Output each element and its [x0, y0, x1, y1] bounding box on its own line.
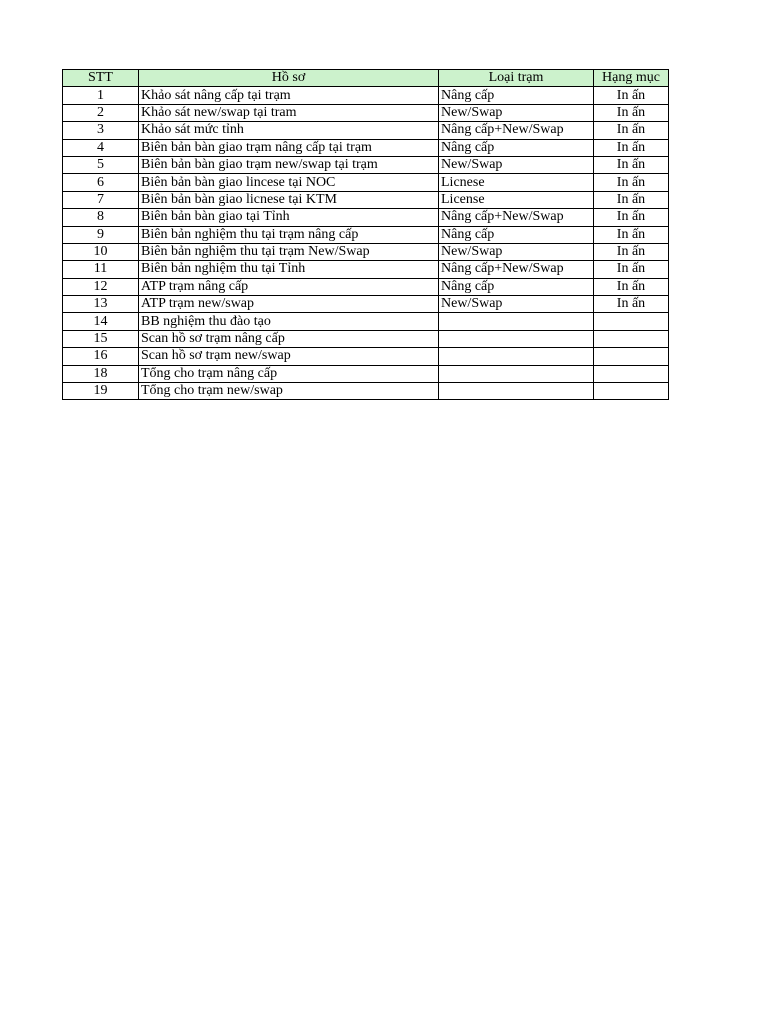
- cell-ho-so: Biên bản nghiệm thu tại trạm New/Swap: [139, 243, 439, 260]
- cell-stt: 3: [63, 122, 139, 139]
- cell-hang-muc: [594, 313, 669, 330]
- cell-hang-muc: [594, 330, 669, 347]
- cell-loai-tram: Nâng cấp: [439, 139, 594, 156]
- cell-ho-so: Biên bản bàn giao lincese tại NOC: [139, 174, 439, 191]
- cell-ho-so: Biên bản nghiệm thu tại trạm nâng cấp: [139, 226, 439, 243]
- table-row: [63, 313, 669, 330]
- cell-loai-tram: [439, 348, 594, 365]
- cell-loai-tram: [439, 330, 594, 347]
- header-hang-muc: Hạng mục: [594, 70, 669, 87]
- header-ho-so: Hồ sơ: [139, 70, 439, 87]
- cell-ho-so: ATP trạm nâng cấp: [139, 278, 439, 295]
- cell-stt: 9: [63, 226, 139, 243]
- cell-stt: 10: [63, 243, 139, 260]
- cell-ho-so: ATP trạm new/swap: [139, 296, 439, 313]
- table-row: [63, 104, 669, 121]
- cell-ho-so: Tổng cho trạm nâng cấp: [139, 365, 439, 382]
- table-row: [63, 174, 669, 191]
- table-row: [63, 209, 669, 226]
- table-row: [63, 261, 669, 278]
- cell-stt: 6: [63, 174, 139, 191]
- cell-hang-muc: In ấn: [594, 226, 669, 243]
- table-row: [63, 243, 669, 260]
- cell-ho-so: Khảo sát mức tỉnh: [139, 122, 439, 139]
- header-loai-tram: Loại trạm: [439, 70, 594, 87]
- cell-hang-muc: [594, 348, 669, 365]
- cell-hang-muc: In ấn: [594, 122, 669, 139]
- cell-loai-tram: Nâng cấp: [439, 278, 594, 295]
- cell-hang-muc: In ấn: [594, 191, 669, 208]
- table-row: [63, 156, 669, 173]
- cell-ho-so: Khảo sát nâng cấp tại trạm: [139, 87, 439, 104]
- cell-loai-tram: [439, 365, 594, 382]
- cell-loai-tram: New/Swap: [439, 104, 594, 121]
- cell-loai-tram: Nâng cấp: [439, 226, 594, 243]
- cell-loai-tram: New/Swap: [439, 243, 594, 260]
- cell-loai-tram: [439, 383, 594, 400]
- table-row: [63, 296, 669, 313]
- cell-loai-tram: [439, 313, 594, 330]
- cell-ho-so: Scan hồ sơ trạm nâng cấp: [139, 330, 439, 347]
- table-row: [63, 191, 669, 208]
- table-row: [63, 139, 669, 156]
- cell-stt: 11: [63, 261, 139, 278]
- document-table: [62, 69, 669, 400]
- table-body: [63, 87, 669, 400]
- cell-stt: 18: [63, 365, 139, 382]
- cell-hang-muc: In ấn: [594, 87, 669, 104]
- cell-ho-so: Biên bản bàn giao trạm new/swap tại trạm: [139, 156, 439, 173]
- cell-stt: 1: [63, 87, 139, 104]
- cell-stt: 14: [63, 313, 139, 330]
- cell-loai-tram: Nâng cấp: [439, 87, 594, 104]
- table-row: [63, 122, 669, 139]
- cell-hang-muc: In ấn: [594, 261, 669, 278]
- cell-ho-so: BB nghiệm thu đào tạo: [139, 313, 439, 330]
- cell-ho-so: Tổng cho trạm new/swap: [139, 383, 439, 400]
- cell-ho-so: Khảo sát new/swap tại tram: [139, 104, 439, 121]
- cell-hang-muc: In ấn: [594, 156, 669, 173]
- cell-ho-so: Scan hồ sơ trạm new/swap: [139, 348, 439, 365]
- cell-stt: 19: [63, 383, 139, 400]
- cell-hang-muc: In ấn: [594, 209, 669, 226]
- cell-loai-tram: New/Swap: [439, 156, 594, 173]
- cell-stt: 16: [63, 348, 139, 365]
- header-row: [63, 70, 669, 87]
- cell-ho-so: Biên bản bàn giao tại Tỉnh: [139, 209, 439, 226]
- cell-hang-muc: In ấn: [594, 278, 669, 295]
- cell-stt: 12: [63, 278, 139, 295]
- cell-stt: 13: [63, 296, 139, 313]
- cell-ho-so: Biên bản bàn giao licnese tại KTM: [139, 191, 439, 208]
- table-row: [63, 226, 669, 243]
- cell-stt: 7: [63, 191, 139, 208]
- cell-hang-muc: In ấn: [594, 104, 669, 121]
- table-row: [63, 278, 669, 295]
- cell-hang-muc: In ấn: [594, 243, 669, 260]
- cell-loai-tram: New/Swap: [439, 296, 594, 313]
- cell-stt: 2: [63, 104, 139, 121]
- table-row: [63, 330, 669, 347]
- table-row: [63, 365, 669, 382]
- cell-stt: 8: [63, 209, 139, 226]
- cell-hang-muc: In ấn: [594, 296, 669, 313]
- table-row: [63, 383, 669, 400]
- header-stt: STT: [63, 70, 139, 87]
- cell-hang-muc: In ấn: [594, 139, 669, 156]
- table-row: [63, 348, 669, 365]
- cell-loai-tram: Nâng cấp+New/Swap: [439, 261, 594, 278]
- cell-loai-tram: Nâng cấp+New/Swap: [439, 122, 594, 139]
- cell-stt: 5: [63, 156, 139, 173]
- cell-loai-tram: Nâng cấp+New/Swap: [439, 209, 594, 226]
- cell-stt: 15: [63, 330, 139, 347]
- cell-ho-so: Biên bản nghiệm thu tại Tỉnh: [139, 261, 439, 278]
- cell-hang-muc: [594, 365, 669, 382]
- cell-stt: 4: [63, 139, 139, 156]
- table-row: [63, 87, 669, 104]
- cell-hang-muc: [594, 383, 669, 400]
- cell-hang-muc: In ấn: [594, 174, 669, 191]
- cell-ho-so: Biên bản bàn giao trạm nâng cấp tại trạm: [139, 139, 439, 156]
- cell-loai-tram: Licnese: [439, 174, 594, 191]
- cell-loai-tram: License: [439, 191, 594, 208]
